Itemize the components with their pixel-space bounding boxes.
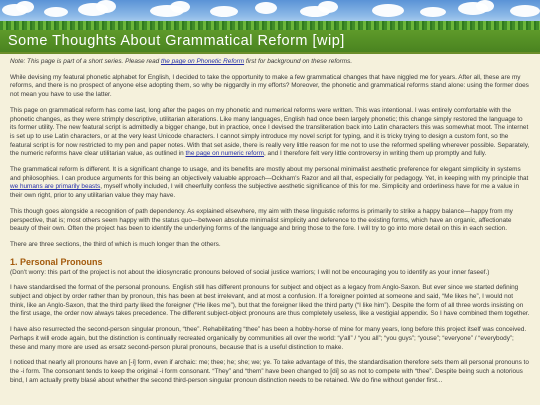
numeric-reform-link[interactable]: the page on numeric reform — [185, 150, 264, 158]
paragraph-1: While devising my featural phonetic alphabet for English, I decided to take the opportunity to make a few grammatical changes that have niggled me for years. After all, these are my reforms, and there is no prospect of anyone else adopting them, so why be niggardly in my efforts? Moreover, the phonetic and grammatical reforms stand alone: using the former does not mean you have to use the latter. — [10, 73, 529, 99]
phonetic-reform-link[interactable]: the page on Phonetic Reform — [160, 58, 245, 65]
cloud — [318, 1, 338, 13]
paragraph-2-text-end: , and I therefore felt very little controversy in writing them up promptly and fully. — [264, 150, 487, 158]
section-1-paragraph-1: I have standardised the format of the personal pronouns. English still has different pronouns for subject and object as a legacy from Anglo-Saxon. But ever since we started defining subject and object by order rather than by pronoun, this has been at best irrelevant, and at most a confusion. If a foreigner pointed at someone and said, “Me likes he”, I would not think, like an Anglo-Saxon, that the third party liked the foreigner (“He likes me”), but that the foreigner liked the third party (“I like him”). Despite the form of all three words insisting on the first usage, the order now always takes precedence. The different subject-object pronouns are thus completely useless, like a vestigial appendix. So I have combined them together. — [10, 284, 530, 318]
paragraph-3-text-end: , myself wholly included, I will cheerfully confess the subjective aesthetic significance of this for me. Simplicity and orderliness have for me a value in their own right, prior to any utilitarian value they may have. — [10, 183, 519, 200]
cloud — [16, 1, 34, 13]
paragraph-3 — [10, 166, 530, 201]
cloud — [476, 0, 494, 12]
cloud — [255, 2, 277, 14]
intro-note — [10, 58, 530, 67]
cloud — [44, 7, 68, 17]
cloud — [372, 4, 404, 17]
page-title: Some Thoughts About Grammatical Reform [wip] — [8, 33, 345, 49]
cloud — [510, 5, 540, 17]
article-body — [0, 54, 540, 385]
section-1-paragraph-3: I noticed that nearly all pronouns have an [-i] form, even if archaic: me; thee; he; she; we; ye. To take advantage of this, the standardisation therefore sets them all personal pronouns to the -i form. The consonant tends to keep the original -i form consonant. “They” and “them” have been changed to [di] so as not to compete with “thee”. Despite being such a notorious bind, I am actually pretty blasé about whether the second third-person singular pronoun distinction needs to be retained. We do fine without gender first... — [10, 359, 529, 384]
cloud — [96, 0, 116, 13]
cloud — [420, 7, 446, 17]
section-1-paragraph-2: I have also resurrected the second-person singular pronoun, “thee”. Rehabilitating “thee” has been a hobby-horse of mine for many years, long before this project itself was conceived. Perhaps it will erode again, but the distinction is continually recreated organically by communities all over the world: “y'all” / “you all”; “you guys”; “youse”; “everyone” / “everybody”; these and many more are used as ersatz second-person plural pronouns, because that is a useful distinction to make. — [10, 326, 527, 351]
paragraph-5: There are three sections, the third of which is much longer than the others. — [10, 240, 221, 248]
humans-are-beasts-link[interactable]: we humans are primarily beasts — [10, 183, 101, 191]
intro-note-text: Note: This page is part of a short series. Please read — [10, 58, 161, 65]
intro-note-text-end: first for background on these reforms. — [244, 58, 353, 65]
title-bar — [0, 30, 540, 54]
cloud — [170, 1, 190, 13]
paragraph-4: This though goes alongside a recognition of path dependency. As explained elsewhere, my aim with these linguistic reforms is primarily to strike a happy balance—happy from my perspective, that is; most others seem happy with the status quo—between absolute minimalist simplicity and deference to the existing forms, which have an organic, affectionate beauty of their own. Often the project has been to identify the underlying forms of the language and bring those to the fore. I will try to go into more detail on this in each section. — [10, 207, 513, 233]
section-heading-personal-pronouns: 1. Personal Pronouns — [10, 256, 103, 267]
grass-strip — [0, 21, 540, 30]
paragraph-2 — [10, 107, 530, 159]
section-1-note: (Don't worry: this part of the project is not about the idiosyncratic pronouns beloved of social justice warriors; I will not be encouraging you to identify as your inner faseef.) — [10, 268, 490, 276]
paragraph-3-text: The grammatical reform is different. It is a significant change to usage, and its benefits are mostly about my personal minimalist aesthetic preference for elegant simplicity in systems and philosophies. I can produce arguments for this being an objectively valuable approach—Ockham's Razor and all that, especially for pedagogy. Yet, in keeping with my principle that — [10, 166, 529, 182]
paragraph-2-text: This page on grammatical reform has come last, long after the pages on my phonetic and numerical reforms were written. This was intentional. I was entirely comfortable with the phonetic changes, as they were strimply descriptive, utilitarian alterations. Like many languages, English had once been largely phonetic; this change simply restored the language to its former utility. The new featural script is admittedly a bigger change, but in practice, once I devised the transliteration back into Latin characters this was somewhat moot. The internet is set up to use Latin characters, or at the very least Unicode characters. I cannot simply introduce my novel script for typing, and it is tricky trying to design a custom font, so the featural script is for now restricted to my pen and paper notes. With that set aside, there is really very little reason for me not to use the reformed spelling wherever possible. Separately, the numeric reforms have clear utilitarian value, as outlined in — [10, 106, 530, 158]
cloud — [210, 6, 238, 17]
header-banner — [0, 0, 540, 30]
